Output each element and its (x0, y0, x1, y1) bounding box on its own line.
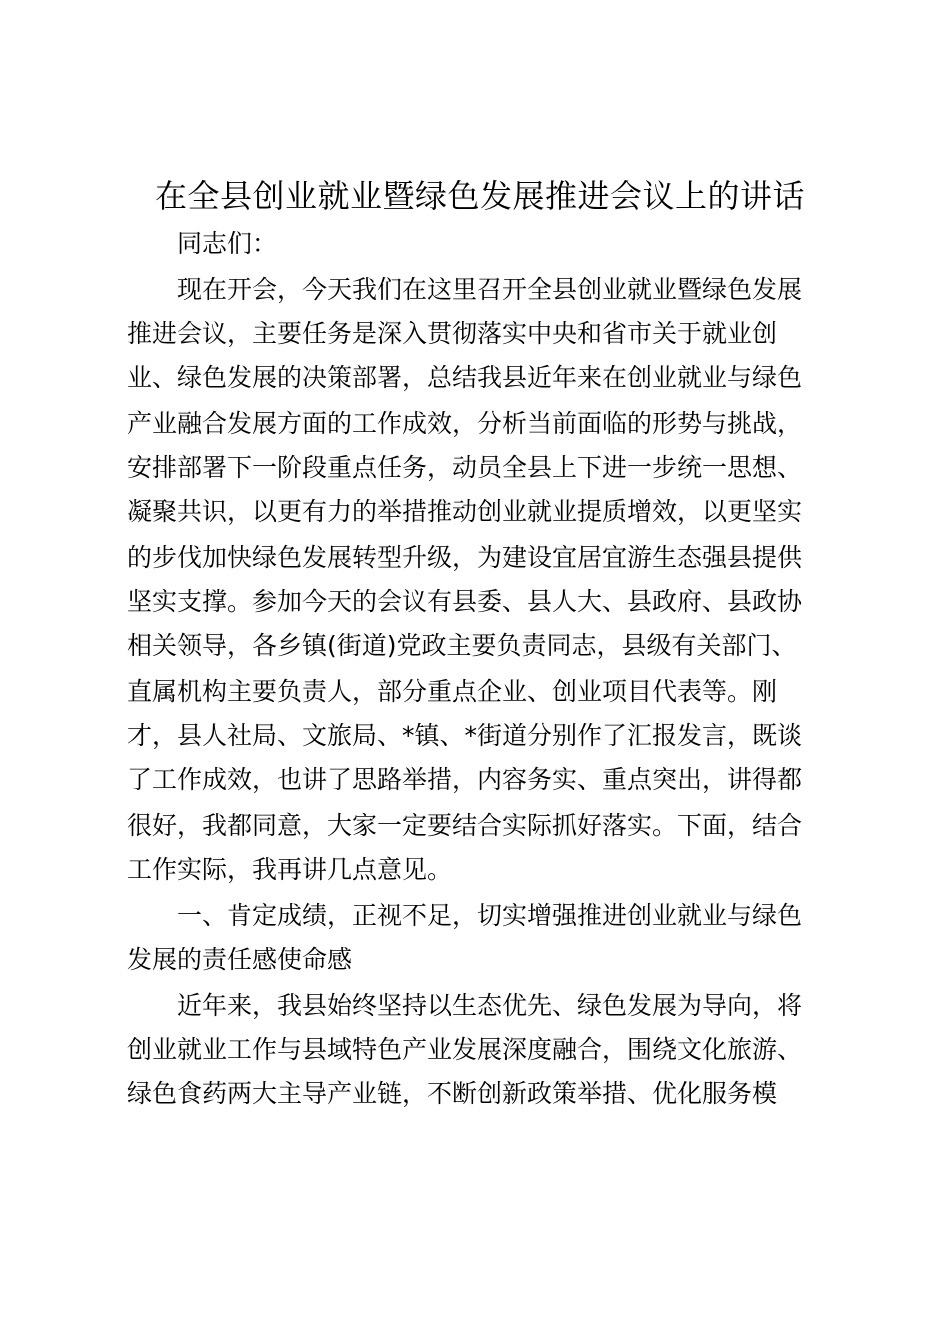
paragraph-line: 创业就业工作与县域特色产业发展深度融合，围绕文化旅游、 (127, 1035, 803, 1064)
paragraph-line: 安排部署下一阶段重点任务，动员全县上下进一步统一思想、 (127, 453, 803, 482)
paragraph-line: 坚实支撑。参加今天的会议有县委、县人大、县政府、县政协 (127, 587, 803, 616)
paragraph-line: 推进会议，主要任务是深入贯彻落实中央和省市关于就业创 (127, 319, 778, 348)
paragraph-line: 绿色食药两大主导产业链，不断创新政策举措、优化服务模 (127, 1079, 778, 1108)
paragraph-line: 直属机构主要负责人，部分重点企业、创业项目代表等。刚 (127, 677, 778, 706)
paragraph-line: 才，县人社局、文旅局、*镇、*街道分别作了汇报发言，既谈 (127, 721, 803, 750)
paragraph-line: 凝聚共识，以更有力的举措推动创业就业提质增效，以更坚实 (127, 497, 803, 526)
paragraph-line: 业、绿色发展的决策部署，总结我县近年来在创业就业与绿色 (127, 363, 803, 392)
paragraph-line: 很好，我都同意，大家一定要结合实际抓好落实。下面，结合 (127, 811, 803, 840)
paragraph-line: 产业融合发展方面的工作成效，分析当前面临的形势与挑战， (127, 409, 803, 438)
heading-line: 发展的责任感使命感 (127, 945, 353, 974)
paragraph-line: 相关领导，各乡镇(街道)党政主要负责同志，县级有关部门、 (127, 631, 797, 660)
paragraph-line: 工作实际，我再讲几点意见。 (127, 855, 453, 884)
paragraph-line: 近年来，我县始终坚持以生态优先、绿色发展为导向，将 (177, 991, 803, 1020)
heading-line: 一、肯定成绩，正视不足，切实增强推进创业就业与绿色 (177, 901, 803, 930)
paragraph-line: 了工作成效，也讲了思路举措，内容务实、重点突出，讲得都 (127, 765, 803, 794)
paragraph-line: 现在开会，今天我们在这里召开全县创业就业暨绿色发展 (177, 275, 803, 304)
salutation: 同志们： (177, 229, 278, 258)
document-title: 在全县创业就业暨绿色发展推进会议上的讲话 (154, 177, 805, 215)
paragraph-line: 的步伐加快绿色发展转型升级，为建设宜居宜游生态强县提供 (127, 543, 803, 572)
